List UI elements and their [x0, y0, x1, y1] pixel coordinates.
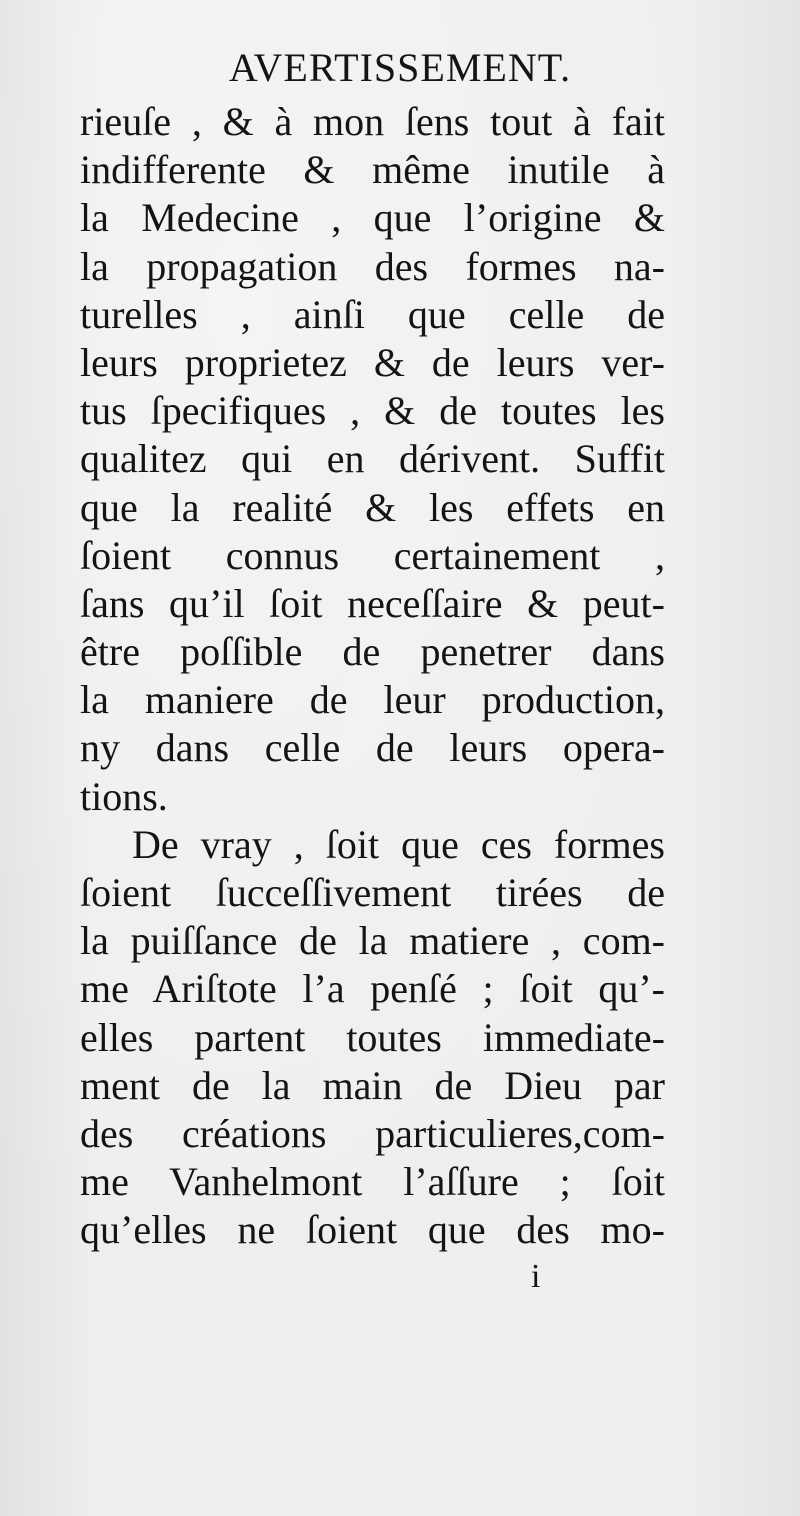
text-line: ſoient ſucceſſivement tirées de [80, 870, 665, 915]
signature-mark: i [531, 1258, 541, 1295]
text-line: la propagation des formes na- [80, 243, 665, 289]
text-line: ment de la main de Dieu par [80, 1062, 665, 1108]
text-line: des créations particulieres,com- [80, 1110, 665, 1156]
body-text [80, 98, 665, 1255]
text-line: être poſſible de penetrer dans [80, 629, 665, 675]
text-line: me Vanhelmont l’aſſure ; ſoit [80, 1159, 665, 1205]
text-line: ſans qu’il ſoit neceſſaire & peut- [80, 580, 665, 626]
text-line: que la realité & les effets en [80, 484, 665, 530]
text-line: qualitez qui en dérivent. Suffit [80, 436, 665, 482]
text-line: tus ſpecifiques , & de toutes les [80, 388, 665, 434]
text-line: me Ariſtote l’a penſé ; ſoit qu’- [80, 966, 665, 1012]
text-line: De vray , ſoit que ces formes [132, 821, 665, 867]
text-line: leurs proprietez & de leurs ver- [80, 339, 665, 385]
text-line: la maniere de leur production, [80, 677, 665, 723]
text-line: elles partent toutes immediate- [80, 1014, 665, 1060]
text-line: turelles , ainſi que celle de [80, 291, 665, 337]
text-line: ny dans celle de leurs opera- [80, 725, 665, 771]
text-line: indifferente & même inutile à [80, 147, 665, 193]
text-line: qu’elles ne ſoient que des mo- [80, 1207, 665, 1253]
text-line: ſoient connus certainement , [80, 532, 665, 578]
text-line: tions. [80, 773, 168, 819]
text-line: rieuſe , & à mon ſens tout à fait [80, 99, 665, 144]
text-line: la puiſſance de la matiere , com- [80, 918, 665, 964]
text-line: la Medecine , que l’origine & [80, 195, 665, 241]
running-head: AVERTISSEMENT. [228, 45, 572, 90]
